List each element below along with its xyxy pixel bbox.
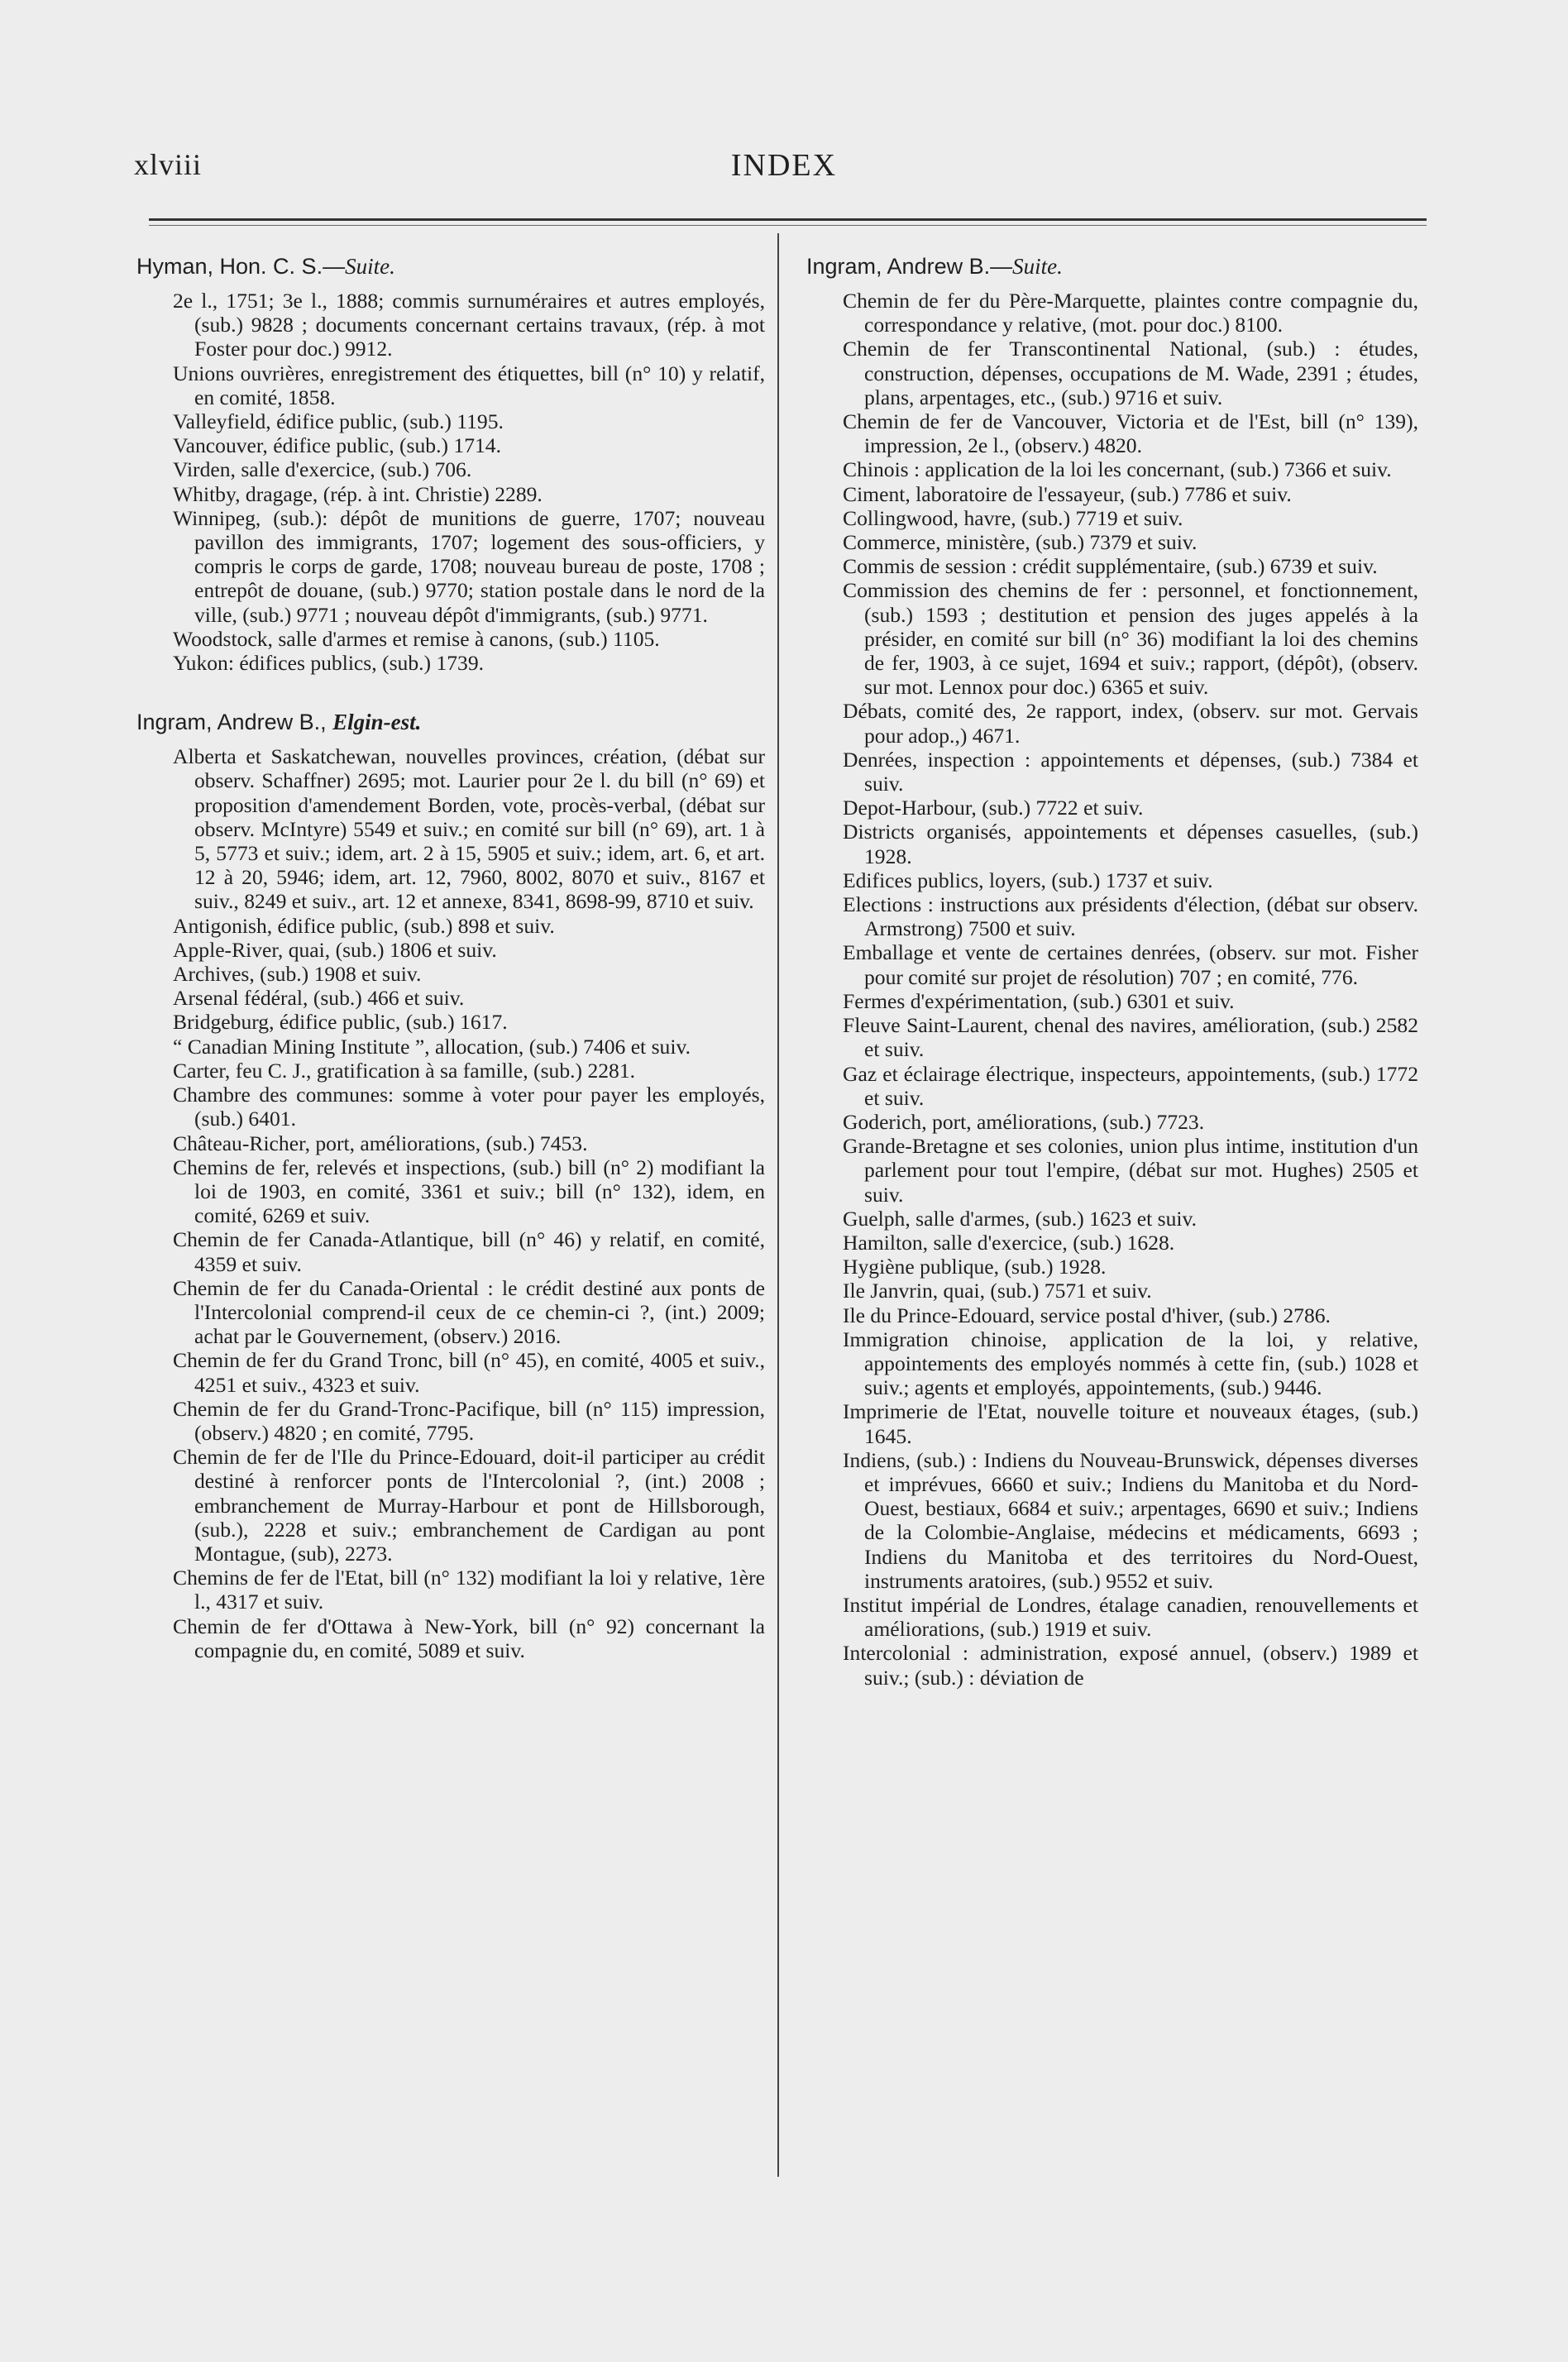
index-entry: Yukon: édifices publics, (sub.) 1739. bbox=[173, 651, 485, 676]
index-entry: “ Canadian Mining Institute ”, allocation, (sub.) 7406 et suiv. bbox=[173, 1034, 691, 1059]
index-entries bbox=[136, 744, 765, 1662]
index-entry: Grande-Bretagne et ses colonies, union plus intime, institution d'un parlement pour tout l'empire, (débat sur mot. Hughes) 2505 et suiv. bbox=[843, 1134, 1418, 1207]
index-entry: Districts organisés, appointements et dépenses casuelles, (sub.) 1928. bbox=[843, 820, 1418, 868]
index-heading bbox=[136, 708, 765, 736]
index-entry: Chemin de fer Canada-Atlantique, bill (n° 46) y relatif, en comité, 4359 et suiv. bbox=[173, 1227, 765, 1276]
heading-name: Hyman, Hon. C. S.— bbox=[136, 254, 346, 279]
index-entry: Hygiène publique, (sub.) 1928. bbox=[843, 1255, 1107, 1279]
section-gap bbox=[136, 675, 765, 708]
heading-suffix: Suite. bbox=[345, 254, 395, 279]
index-heading bbox=[136, 252, 765, 280]
index-entry: Ile Janvrin, quai, (sub.) 7571 et suiv. bbox=[843, 1279, 1152, 1303]
index-entry: Ile du Prince-Edouard, service postal d'hiver, (sub.) 2786. bbox=[843, 1303, 1331, 1327]
index-entry: Emballage et vente de certaines denrées, (observ. sur mot. Fisher pour comité sur projet de résolution) 707 ; en comité, 776. bbox=[843, 940, 1418, 989]
index-entry: Institut impérial de Londres, étalage canadien, renouvellements et améliorations, (sub.) 1919 et suiv. bbox=[843, 1592, 1418, 1642]
index-entries bbox=[806, 289, 1418, 1690]
index-entry: Virden, salle d'exercice, (sub.) 706. bbox=[173, 457, 472, 482]
index-entry: Bridgeburg, édifice public, (sub.) 1617. bbox=[173, 1010, 508, 1035]
index-entry: Hamilton, salle d'exercice, (sub.) 1628. bbox=[843, 1230, 1175, 1255]
index-entry: Vancouver, édifice public, (sub.) 1714. bbox=[173, 433, 501, 458]
index-entry: Chemins de fer de l'Etat, bill (n° 132) modifiant la loi y relative, 1ère l., 4317 et suiv. bbox=[173, 1566, 765, 1614]
index-entry: Chemin de fer du Père-Marquette, plaintes contre compagnie du, correspondance y relative, (mot. pour doc.) 8100. bbox=[843, 289, 1418, 337]
page-header bbox=[0, 147, 1568, 197]
index-entry: Ciment, laboratoire de l'essayeur, (sub.) 7786 et suiv. bbox=[843, 481, 1292, 506]
index-entry: Fermes d'expérimentation, (sub.) 6301 et suiv. bbox=[843, 988, 1235, 1013]
index-entry: Chemin de fer du Canada-Oriental : le crédit destiné aux ponts de l'Intercolonial comprend-il ceux de ce chemin-ci ?, (int.) 2009; achat par le Gouvernement, (observ.) 2016. bbox=[173, 1275, 765, 1349]
right-column bbox=[806, 252, 1418, 1690]
index-entry: Apple-River, quai, (sub.) 1806 et suiv. bbox=[173, 937, 497, 962]
index-entry: Chambre des communes: somme à voter pour payer les employés, (sub.) 6401. bbox=[173, 1083, 765, 1131]
index-entry: Chemin de fer Transcontinental National, (sub.) : études, construction, dépenses, occupations de M. Wade, 2391 ; études, plans, arpentages, etc., (sub.) 9716 et suiv. bbox=[843, 337, 1418, 409]
index-entry: Intercolonial : administration, exposé annuel, (observ.) 1989 et suiv.; (sub.) : déviation de bbox=[843, 1641, 1418, 1690]
index-entry: Chemins de fer, relevés et inspections, (sub.) bill (n° 2) modifiant la loi de 1903, en comité, 3361 et suiv.; bill (n° 132), idem, en comité, 6269 et suiv. bbox=[173, 1155, 765, 1228]
index-entry: Whitby, dragage, (rép. à int. Christie) 2289. bbox=[173, 481, 543, 506]
index-entry: Unions ouvrières, enregistrement des étiquettes, bill (n° 10) y relatif, en comité, 1858. bbox=[173, 361, 765, 409]
column-divider bbox=[777, 233, 779, 2177]
index-entry: Woodstock, salle d'armes et remise à canons, (sub.) 1105. bbox=[173, 626, 660, 651]
index-entry: Archives, (sub.) 1908 et suiv. bbox=[173, 962, 422, 987]
index-entry: Depot-Harbour, (sub.) 7722 et suiv. bbox=[843, 796, 1144, 820]
page-title: INDEX bbox=[730, 148, 838, 183]
page-number: xlviii bbox=[134, 148, 203, 181]
index-entry: Carter, feu C. J., gratification à sa famille, (sub.) 2281. bbox=[173, 1058, 636, 1083]
index-entry: Winnipeg, (sub.): dépôt de munitions de guerre, 1707; nouveau pavillon des immigrants, 1707; logement des sous-officiers, y compris le corps de garde, 1708; nouveau bureau de poste, 1708 ; entrepôt de douane, (sub.) 9770; station postale dans le nord de la ville, (sub.) 9771 ; nouveau dépôt d'immigrants, (sub.) 9771. bbox=[173, 505, 765, 627]
index-entry: Chemin de fer de l'Ile du Prince-Edouard, doit-il participer au crédit destiné à renforcer ponts de l'Intercolonial ?, (int.) 2008 ; embranchement de Murray-Harbour et pont de Hillsborough, (sub.), 2228 et suiv.; embranchement de Cardigan au pont Montague, (sub), 2273. bbox=[173, 1445, 765, 1566]
index-entry: Antigonish, édifice public, (sub.) 898 et suiv. bbox=[173, 913, 555, 938]
index-entry: Edifices publics, loyers, (sub.) 1737 et suiv. bbox=[843, 868, 1213, 892]
index-entry: Chemin de fer du Grand-Tronc-Pacifique, bill (n° 115) impression, (observ.) 4820 ; en comité, 7795. bbox=[173, 1396, 765, 1445]
index-entry: Goderich, port, améliorations, (sub.) 7723. bbox=[843, 1109, 1205, 1134]
index-heading bbox=[806, 252, 1418, 280]
index-entry: Indiens, (sub.) : Indiens du Nouveau-Brunswick, dépenses diverses et imprévues, 6660 et suiv.; Indiens du Manitoba et du Nord-Ouest, bestiaux, 6684 et suiv.; arpentages, 6690 et suiv.; Indiens de la Colombie-Anglaise, médecins et médicaments, 6693 ; Indiens du Manitoba et des territoires du Nord-Ouest, instruments aratoires, (sub.) 9552 et suiv. bbox=[843, 1447, 1418, 1593]
index-entry: Débats, comité des, 2e rapport, index, (observ. sur mot. Gervais pour adop.,) 4671. bbox=[843, 699, 1418, 748]
index-entry: Chinois : application de la loi les concernant, (sub.) 7366 et suiv. bbox=[843, 457, 1392, 482]
header-rule-thin bbox=[149, 225, 1427, 226]
index-entry: Elections : instructions aux présidents d'élection, (débat sur observ. Armstrong) 7500 et suiv. bbox=[843, 892, 1418, 941]
index-entry: Arsenal fédéral, (sub.) 466 et suiv. bbox=[173, 986, 465, 1011]
index-entry: Guelph, salle d'armes, (sub.) 1623 et suiv. bbox=[843, 1206, 1198, 1231]
heading-name: Ingram, Andrew B.— bbox=[806, 254, 1013, 279]
index-entry: 2e l., 1751; 3e l., 1888; commis surnuméraires et autres employés, (sub.) 9828 ; documents concernant certains travaux, (rép. à mot Foster pour doc.) 9912. bbox=[173, 289, 765, 361]
index-entry: Imprimerie de l'Etat, nouvelle toiture et nouveaux étages, (sub.) 1645. bbox=[843, 1399, 1418, 1448]
index-entry: Chemin de fer du Grand Tronc, bill (n° 45), en comité, 4005 et suiv., 4251 et suiv., 4323 et suiv. bbox=[173, 1348, 765, 1397]
index-entries bbox=[136, 289, 765, 675]
index-entry: Commis de session : crédit supplémentaire, (sub.) 6739 et suiv. bbox=[843, 554, 1378, 579]
heading-suffix: Elgin-est. bbox=[332, 710, 422, 735]
index-entry: Alberta et Saskatchewan, nouvelles provinces, création, (débat sur observ. Schaffner) 2695; mot. Laurier pour 2e l. du bill (n° 69) et proposition d'amendement Borden, vote, procès-verbal, (débat sur observ. McIntyre) 5549 et suiv.; en comité sur bill (n° 69), art. 1 à 5, 5773 et suiv.; idem, art. 2 à 15, 5905 et suiv.; idem, art. 6, et art. 12 à 20, 5946; idem, art. 12, 7960, 8002, 8070 et suiv., 8167 et suiv., 8249 et suiv., art. 12 et annexe, 8341, 8698-99, 8710 et suiv. bbox=[173, 744, 765, 914]
index-entry: Fleuve Saint-Laurent, chenal des navires, amélioration, (sub.) 2582 et suiv. bbox=[843, 1013, 1418, 1062]
index-entry: Collingwood, havre, (sub.) 7719 et suiv. bbox=[843, 505, 1183, 530]
index-entry: Château-Richer, port, améliorations, (sub.) 7453. bbox=[173, 1131, 588, 1155]
index-entry: Commission des chemins de fer : personnel, et fonctionnement, (sub.) 1593 ; destitution et pension des juges appelés à la présider, en comité sur bill (n° 36) modifiant la loi des chemins de fer, 1903, à ce sujet, 1694 et suiv.; rapport, (dépôt), (observ. sur mot. Lennox pour doc.) 6365 et suiv. bbox=[843, 578, 1418, 700]
header-rule bbox=[149, 218, 1427, 221]
heading-name: Ingram, Andrew B., bbox=[136, 710, 333, 735]
index-entry: Denrées, inspection : appointements et dépenses, (sub.) 7384 et suiv. bbox=[843, 747, 1418, 796]
index-entry: Chemin de fer d'Ottawa à New-York, bill (n° 92) concernant la compagnie du, en comité, 5089 et suiv. bbox=[173, 1614, 765, 1662]
index-entry: Commerce, ministère, (sub.) 7379 et suiv. bbox=[843, 530, 1198, 555]
index-entry: Chemin de fer de Vancouver, Victoria et de l'Est, bill (n° 139), impression, 2e l., (observ.) 4820. bbox=[843, 409, 1418, 458]
heading-suffix: Suite. bbox=[1012, 254, 1063, 279]
index-entry: Valleyfield, édifice public, (sub.) 1195. bbox=[173, 409, 504, 434]
index-entry: Gaz et éclairage électrique, inspecteurs, appointements, (sub.) 1772 et suiv. bbox=[843, 1061, 1418, 1110]
left-column bbox=[136, 252, 765, 1662]
index-entry: Immigration chinoise, application de la loi, y relative, appointements des employés nommés à cette fin, (sub.) 1028 et suiv.; agents et employés, appointements, (sub.) 9446. bbox=[843, 1327, 1418, 1400]
